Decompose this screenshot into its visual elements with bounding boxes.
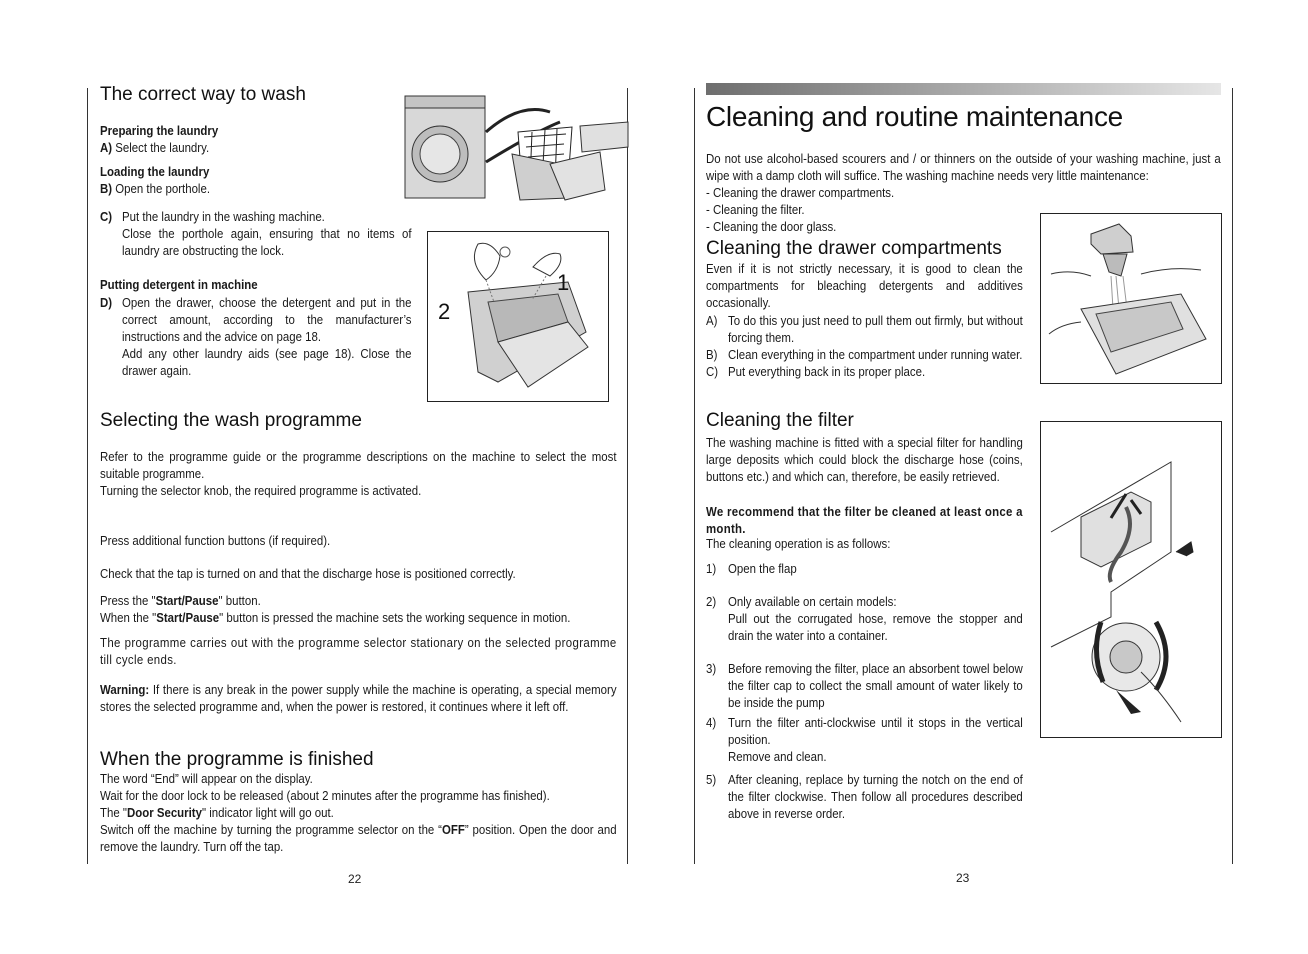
filter-step-5 — [706, 771, 1023, 822]
filter-step-text: After cleaning, replace by turning the notch on the end of the filter clockwise. Then follow all procedures described above in reverse order. — [728, 772, 1023, 821]
start-pause-label-2: Start/Pause — [156, 610, 220, 625]
filter-step-2 — [706, 593, 1023, 644]
finished-paragraph — [100, 770, 617, 855]
drawer-step-label: B) — [706, 347, 718, 362]
step-b-label: B) — [100, 181, 113, 196]
filter-recommend: We recommend that the filter be cleaned at least once a month. — [706, 504, 1023, 536]
page-title-correct-way: The correct way to wash — [100, 84, 306, 105]
finished-p1: The word “End” will appear on the display. — [100, 771, 313, 786]
drawer-step-text: To do this you just need to pull them out firmly, but without forcing them. — [728, 313, 1023, 345]
programme-finished-title: When the programme is finished — [100, 749, 374, 770]
start-pause-paragraph — [100, 592, 628, 626]
drawer-step-text: Put everything back in its proper place. — [728, 364, 926, 379]
figure-label-1: 1 — [557, 270, 570, 295]
press-additional: Press additional function buttons (if required). — [100, 533, 331, 548]
step-a-text: Select the laundry. — [112, 140, 210, 155]
page-number-right: 23 — [956, 871, 970, 885]
start-pause-label-1: Start/Pause — [155, 593, 219, 608]
finished-p4a: Switch off the machine by turning the programme selector on the “ — [100, 822, 442, 837]
step-c — [100, 208, 412, 259]
step-d-label: D) — [100, 295, 113, 310]
press-start-2a: When the " — [100, 610, 157, 625]
finished-p4b: ” position. Open the door and remove the laundry. Turn off the tap. — [100, 822, 617, 854]
page-title-cleaning: Cleaning and routine maintenance — [706, 101, 1123, 132]
figure-label-2: 2 — [438, 299, 451, 324]
filter-step-text: Before removing the filter, place an absorbent towel below the filter cap to collect the small amount of water likely to be inside the pump — [728, 661, 1023, 710]
step-c-text-1: Put the laundry in the washing machine. — [122, 209, 325, 224]
intro-list-item: - Cleaning the filter. — [706, 202, 805, 217]
left-margin-rule — [87, 88, 88, 864]
drawer-step-label: C) — [706, 364, 719, 379]
drawer-steps — [706, 312, 1023, 380]
title-gradient-bar — [706, 83, 1221, 95]
warning-text: If there is any break in the power supply while the machine is operating, a special memory stores the selected programme and, when the power is restored, it continues where it left off. — [100, 682, 617, 714]
press-start-1b: " button. — [218, 593, 261, 608]
step-c-text-2: Close the porthole again, ensuring that no items of laundry are obstructing the lock. — [122, 226, 412, 258]
detergent-section — [100, 276, 412, 379]
selecting-programme-title: Selecting the wash programme — [100, 410, 362, 431]
left-page-right-rule — [627, 88, 628, 864]
drawer-step-text: Clean everything in the compartment under running water. — [728, 347, 1023, 362]
filter-step-label: 5) — [706, 772, 717, 787]
filter-follows: The cleaning operation is as follows: — [706, 536, 891, 551]
step-a — [100, 139, 364, 156]
filter-step-1 — [706, 560, 1023, 577]
loading-heading: Loading the laundry — [100, 164, 210, 179]
page-number-left: 22 — [348, 872, 362, 886]
filter-step-text: Turn the filter anti-clockwise until it stops in the vertical position. — [728, 715, 1023, 747]
cleaning-filter-title: Cleaning the filter — [706, 410, 854, 431]
off-label: OFF — [441, 822, 465, 837]
filter-step-text: Only available on certain models: — [728, 594, 897, 609]
step-b — [100, 180, 364, 197]
step-b-text: Open the porthole. — [112, 181, 211, 196]
drawer-step-label: A) — [706, 313, 718, 328]
check-tap: Check that the tap is turned on and that the discharge hose is positioned correctly. — [100, 566, 516, 581]
filter-step-text-2: Remove and clean. — [728, 749, 827, 764]
detergent-heading: Putting detergent in machine — [100, 277, 258, 292]
drawer-paragraph: Even if it is not strictly necessary, it is good to clean the compartments for bleaching detergents and additives occasionally. — [706, 261, 1023, 310]
washing-machine-illustration — [400, 92, 632, 204]
press-start-1a: Press the " — [100, 593, 156, 608]
finished-p2: Wait for the door lock to be released (about 2 minutes after the programme has finished). — [100, 788, 550, 803]
detergent-drawer-figure — [427, 231, 609, 402]
door-security-label: Door Security — [126, 805, 202, 820]
selecting-paragraph — [100, 448, 617, 499]
right-page-left-rule — [694, 88, 695, 864]
loading-section — [100, 163, 364, 197]
filter-step-text-2: Pull out the corrugated hose, remove the stopper and drain the water into a container. — [728, 611, 1023, 643]
programme-carries: The programme carries out with the programme selector stationary on the selected programme till cycle ends. — [100, 635, 617, 667]
intro-list-item: - Cleaning the drawer compartments. — [706, 185, 895, 200]
drawer-compartments-title: Cleaning the drawer compartments — [706, 238, 1002, 259]
intro-paragraph: Do not use alcohol-based scourers and / or thinners on the outside of your washing machine, just a wipe with a damp cloth will suffice. The washing machine needs very little maintenance: — [706, 151, 1221, 183]
filter-paragraph: The washing machine is fitted with a special filter for handling large deposits which could block the discharge hose (coins, buttons etc.) and which can, therefore, be easily retrieved. — [706, 435, 1023, 484]
filter-step-label: 2) — [706, 594, 717, 609]
drawer-cleaning-figure — [1040, 213, 1222, 384]
step-c-label: C) — [100, 209, 113, 224]
filter-cleaning-figure — [1040, 421, 1222, 738]
preparing-heading: Preparing the laundry — [100, 123, 219, 138]
preparing-section — [100, 122, 364, 156]
step-d-text-1: Open the drawer, choose the detergent and put in the correct amount, according to the manufacturer’s instructions and the advice on page 18. — [122, 295, 412, 344]
filter-step-label: 3) — [706, 661, 717, 676]
filter-step-4 — [706, 714, 1023, 765]
warning-label: Warning: — [100, 682, 150, 697]
press-start-2b: " button is pressed the machine sets the working sequence in motion. — [219, 610, 571, 625]
right-margin-rule — [1232, 88, 1233, 864]
filter-step-text: Open the flap — [728, 561, 797, 576]
intro-list-item: - Cleaning the door glass. — [706, 219, 837, 234]
filter-step-label: 4) — [706, 715, 717, 730]
finished-p3a: The " — [100, 805, 127, 820]
selecting-p2: Turning the selector knob, the required programme is activated. — [100, 483, 422, 498]
step-d-text-2: Add any other laundry aids (see page 18). Close the drawer again. — [122, 346, 412, 378]
selecting-p1: Refer to the programme guide or the programme descriptions on the machine to select the most suitable programme. — [100, 449, 617, 481]
step-a-label: A) — [100, 140, 113, 155]
warning-paragraph — [100, 681, 617, 715]
filter-step-label: 1) — [706, 561, 717, 576]
filter-step-3 — [706, 660, 1023, 711]
intro-list — [706, 184, 1040, 235]
finished-p3b: " indicator light will go out. — [201, 805, 334, 820]
